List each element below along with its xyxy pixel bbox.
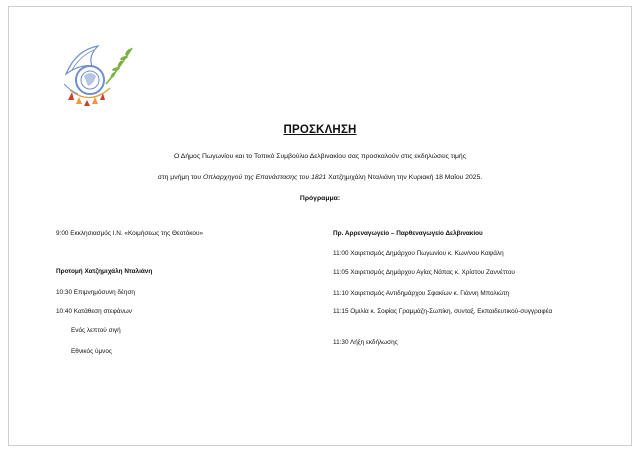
dove-emblem-logo xyxy=(58,40,140,112)
intro-line-1: Ο Δήμος Πωγωνίου και το Τοπικό Συμβούλιο Δελβινακίου σας προσκαλούν στις εκδηλώσεις τιμής xyxy=(174,153,466,160)
program-label: Πρόγραμμα: xyxy=(299,195,341,202)
intro-line-2-suffix: Χατζημιχάλη Νταλιάνη την Κυριακή 18 Μαΐου 2025. xyxy=(326,174,483,181)
left-heading-bust: Προτομή Χατζημιχάλη Νταλιάνη xyxy=(56,268,153,275)
right-heading-school: Πρ. Αρρεναγωγείο – Παρθεναγωγείο Δελβινακίου xyxy=(333,230,483,237)
left-item-mass: 9:00 Εκκλησιασμός Ι.Ν. «Κοιμήσεως της Θεοτόκου» xyxy=(56,230,204,237)
intro-line-2-prefix: στη μνήμη του xyxy=(157,174,203,181)
right-item-greeting-1: 11:00 Χαιρετισμός Δημάρχου Πωγωνίου κ. Κων/νου Καψάλη xyxy=(333,250,504,257)
intro-line-2 xyxy=(0,174,640,181)
left-item-wreaths: 10:40 Κατάθεση στεφάνων xyxy=(56,308,132,315)
left-item-silence: Ενός λεπτού σιγή xyxy=(71,327,121,334)
intro-line-2-italic: Οπλαρχηγού της Επανάστασης του 1821 xyxy=(202,174,327,181)
page-title: ΠΡΟΣΚΛΗΣΗ xyxy=(283,124,357,136)
right-item-speech: 11:15 Ομιλία κ. Σοφίας Γραμμάζη-Σωπίκη, συνταξ. Εκπαιδευτικού-συγγραφέα xyxy=(333,308,553,315)
right-item-greeting-2: 11:05 Χαιρετισμός Δημάρχου Αγίας Νάπας κ. Χρίστου Ζαννέττου xyxy=(333,269,515,276)
left-item-anthem: Εθνικός ύμνος xyxy=(71,348,112,355)
left-item-memorial: 10:30 Επιμνημόσυνη δέηση xyxy=(56,289,135,296)
right-item-end: 11:30 Λήξη εκδήλωσης xyxy=(333,339,398,346)
right-item-greeting-3: 11:10 Χαιρετισμός Αντιδημάρχου Σφακίων κ. Γιάννη Μπολιώτη xyxy=(333,290,510,297)
